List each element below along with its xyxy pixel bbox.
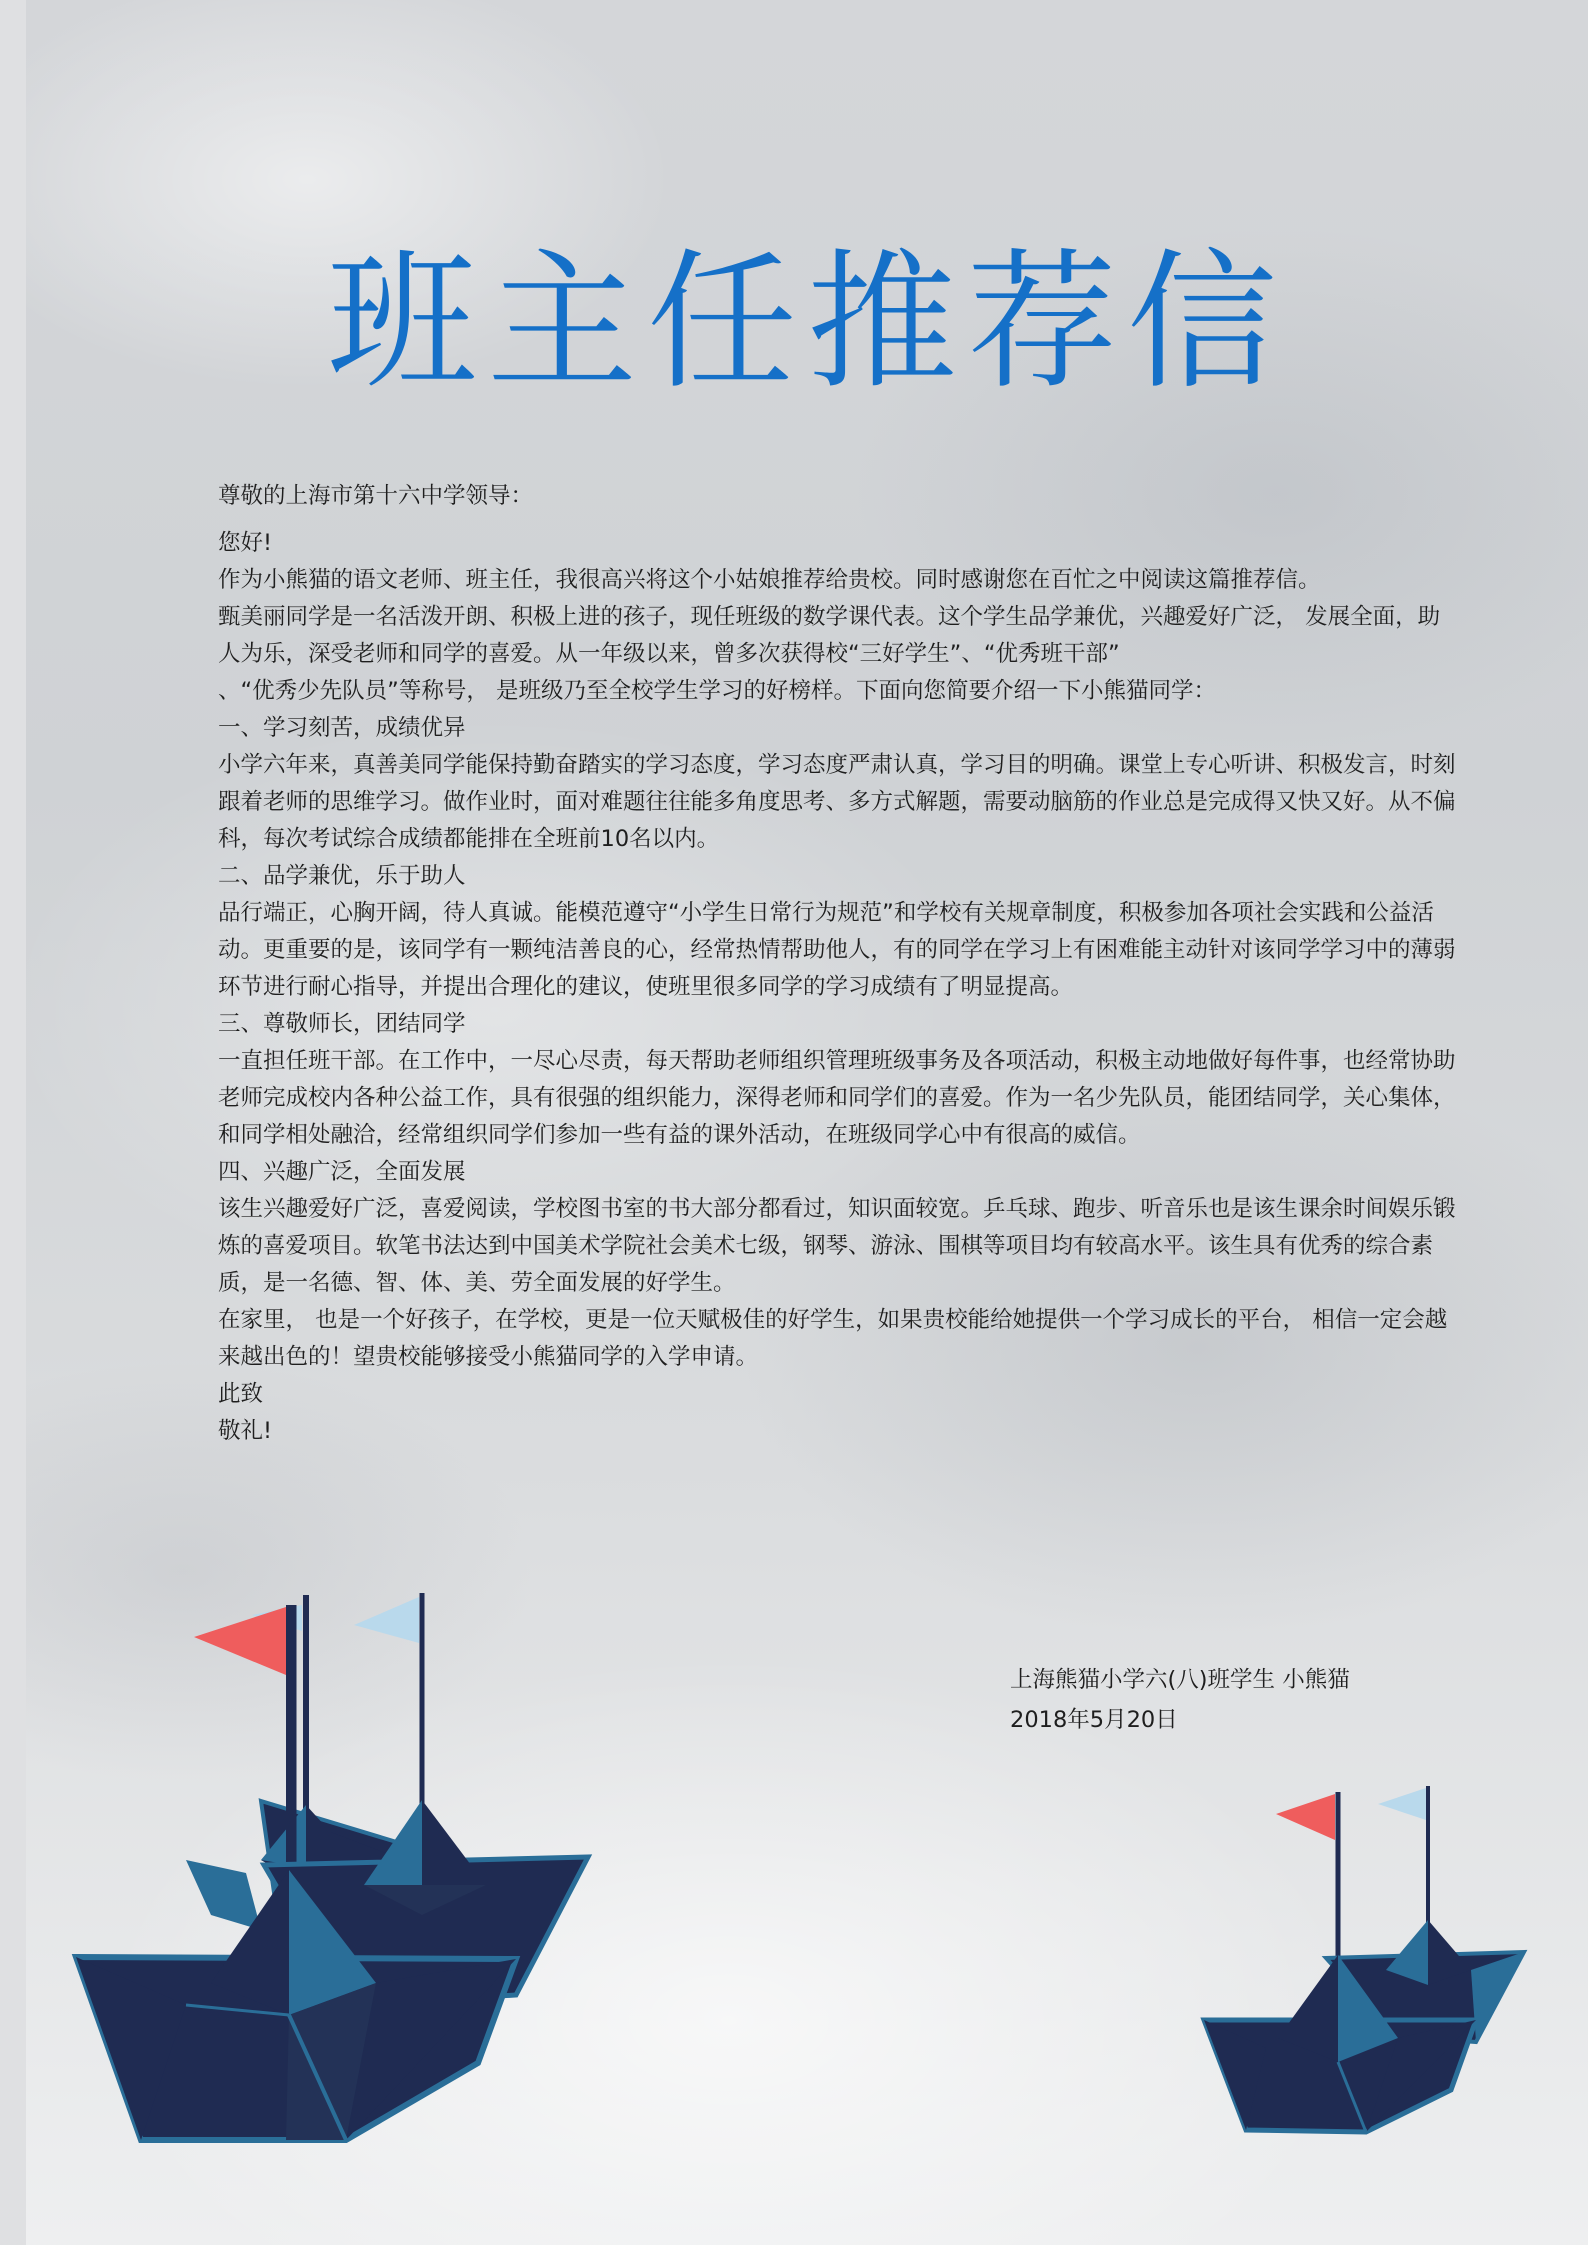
greeting: 您好! (218, 530, 273, 556)
closing-regards: 敬礼! (218, 1418, 273, 1444)
section-heading-study: 一、学习刻苦，成绩优异 (218, 715, 466, 741)
section-heading-interests: 四、兴趣广泛，全面发展 (218, 1159, 466, 1185)
paragraph-closing: 在家里， 也是一个好孩子，在学校，更是一位天赋极佳的好学生，如果贵校能给她提供一个学习成长的平台， 相信一定会越来越出色的！望贵校能够接受小熊猫同学的入学申请。 (218, 1307, 1448, 1370)
paragraph-overview: 甄美丽同学是一名活泼开朗、积极上进的孩子，现任班级的数学课代表。这个学生品学兼优，兴趣爱好广泛， 发展全面，助人为乐，深受老师和同学的喜爱。从一年级以来，曾多次获得校“三好学生”、“优秀班干部” (218, 604, 1441, 667)
letter-page (26, 0, 1588, 2245)
section-heading-respect: 三、尊敬师长，团结同学 (218, 1011, 466, 1037)
signature-date: 2018年5月20日 (1010, 1707, 1178, 1733)
letter-body (218, 478, 1458, 1450)
paper-boats-right-illustration (1166, 1780, 1536, 2160)
section-heading-character: 二、品学兼优，乐于助人 (218, 863, 466, 889)
section-body-interests: 该生兴趣爱好广泛，喜爱阅读，学校图书室的书大部分都看过，知识面较宽。乒乓球、跑步、听音乐也是该生课余时间娱乐锻炼的喜爱项目。软笔书法达到中国美术学院社会美术七级，钢琴、游泳、围棋等项目均有较高水平。该生具有优秀的综合素质，是一名德、智、体、美、劳全面发展的好学生。 (218, 1196, 1456, 1296)
page-title: 班主任推荐信 (326, 236, 1287, 410)
section-body-character: 品行端正，心胸开阔，待人真诚。能模范遵守“小学生日常行为规范”和学校有关规章制度，积极参加各项社会实践和公益活动。更重要的是，该同学有一颗纯洁善良的心，经常热情帮助他人，有的同学在学习上有困难能主动针对该同学学习中的薄弱环节进行耐心指导，并提出合理化的建议，使班里很多同学的学习成绩有了明显提高。 (218, 900, 1456, 1000)
paper-boats-left-front-illustration (46, 1585, 626, 2145)
section-body-respect: 一直担任班干部。在工作中，一尽心尽责，每天帮助老师组织管理班级事务及各项活动，积极主动地做好每件事，也经常协助老师完成校内各种公益工作，具有很强的组织能力，深得老师和同学们的喜爱。作为一名少先队员，能团结同学，关心集体，和同学相处融洽，经常组织同学们参加一些有益的课外活动，在班级同学心中有很高的威信。 (218, 1048, 1456, 1148)
signature-block (1010, 1660, 1350, 1740)
closing-phrase: 此致 (218, 1381, 264, 1407)
paragraph-intro: 作为小熊猫的语文老师、班主任，我很高兴将这个小姑娘推荐给贵校。同时感谢您在百忙之中阅读这篇推荐信。 (218, 567, 1321, 593)
salutation: 尊敬的上海市第十六中学领导： (218, 483, 534, 509)
paragraph-overview-cont: 、“优秀少先队员”等称号， 是班级乃至全校学生学习的好榜样。下面向您简要介绍一下小熊猫同学： (218, 678, 1216, 704)
signature-sender: 上海熊猫小学六(八)班学生 小熊猫 (1010, 1667, 1350, 1693)
section-body-study: 小学六年来，真善美同学能保持勤奋踏实的学习态度，学习态度严肃认真，学习目的明确。课堂上专心听讲、积极发言，时刻跟着老师的思维学习。做作业时，面对难题往往能多角度思考、多方式解题，需要动脑筋的作业总是完成得又快又好。从不偏科，每次考试综合成绩都能排在全班前10名以内。 (218, 752, 1456, 852)
